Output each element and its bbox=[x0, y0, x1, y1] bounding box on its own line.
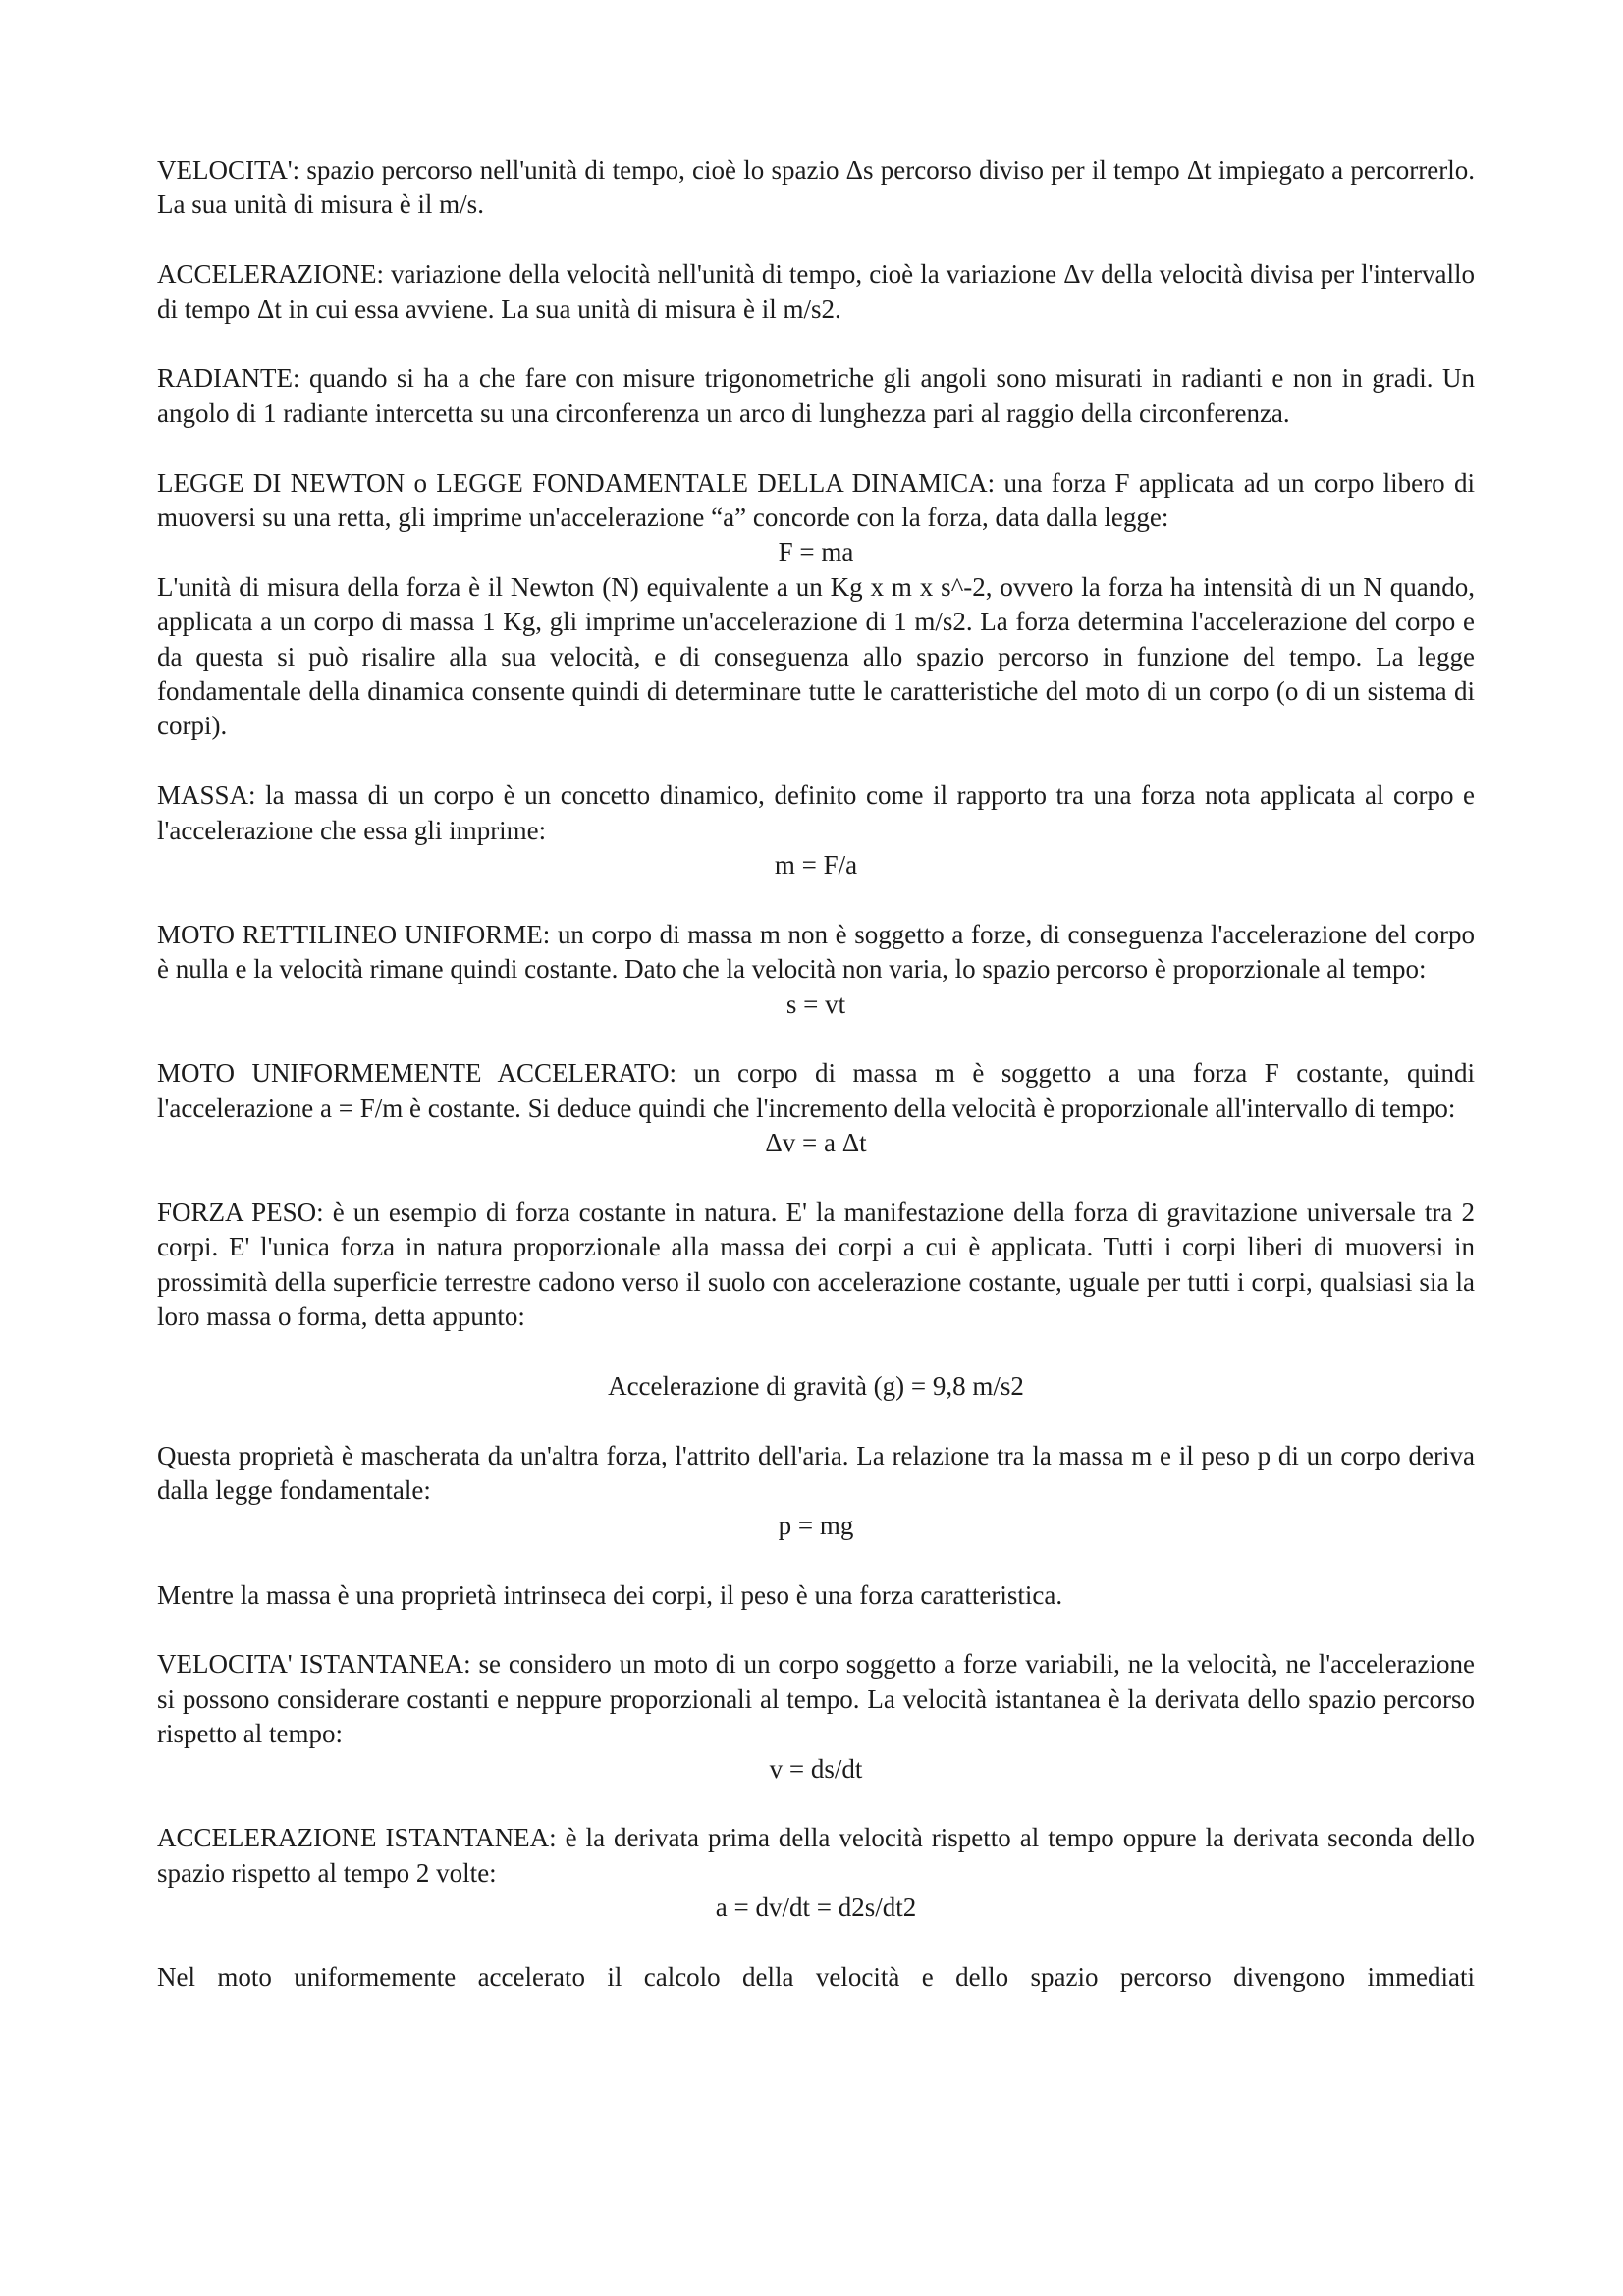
document-page bbox=[157, 153, 1475, 1995]
paragraph-moto-uniformemente-accelerato: MOTO UNIFORMEMENTE ACCELERATO: un corpo di massa m è soggetto a una forza F costante, quindi l'accelerazione a = F/m è costante. Si deduce quindi che l'incremento della velocità è proporzionale all'intervallo di tempo: bbox=[157, 1058, 1475, 1123]
paragraph-accelerazione-istantanea: ACCELERAZIONE ISTANTANEA: è la derivata prima della velocità rispetto al tempo oppure la derivata seconda dello spazio rispetto al tempo 2 volte: bbox=[157, 1823, 1475, 1888]
formula-p-mg: p = mg bbox=[778, 1510, 854, 1540]
formula-a-dv-dt: a = dv/dt = d2s/dt2 bbox=[715, 1893, 917, 1923]
paragraph-velocita: VELOCITA': spazio percorso nell'unità di tempo, cioè lo spazio Δs percorso diviso per il tempo Δt impiegato a percorrerlo. La sua unità di misura è il m/s. bbox=[157, 155, 1475, 220]
formula-f-ma: F = ma bbox=[778, 537, 854, 567]
paragraph-massa: MASSA: la massa di un corpo è un concetto dinamico, definito come il rapporto tra una forza nota applicata al corpo e l'accelerazione che essa gli imprime: bbox=[157, 780, 1475, 845]
paragraph-velocita-istantanea: VELOCITA' ISTANTANEA: se considero un moto di un corpo soggetto a forze variabili, ne la velocità, ne l'accelerazione si possono considerare costanti e neppure proporzionali al tempo. La velocità istantanea è la derivata dello spazio percorso rispetto al tempo: bbox=[157, 1649, 1475, 1749]
paragraph-moto-rettilineo-uniforme: MOTO RETTILINEO UNIFORME: un corpo di massa m non è soggetto a forze, di conseguenza l'accelerazione del corpo è nulla e la velocità rimane quindi costante. Dato che la velocità non varia, lo spazio percorso è proporzionale al tempo: bbox=[157, 919, 1475, 985]
paragraph-final: Nel moto uniformemente accelerato il calcolo della velocità e dello spazio percorso divengono immediati bbox=[157, 1961, 1475, 1992]
formula-s-vt: s = vt bbox=[785, 988, 846, 1019]
formula-v-ds-dt: v = ds/dt bbox=[769, 1753, 863, 1784]
paragraph-radiante: RADIANTE: quando si ha a che fare con misure trigonometriche gli angoli sono misurati in radianti e non in gradi. Un angolo di 1 radiante intercetta su una circonferenza un arco di lunghezza pari al raggio della circonferenza. bbox=[157, 363, 1475, 428]
paragraph-newton-unit: L'unità di misura della forza è il Newton (N) equivalente a un Kg x m x s^-2, ovvero la forza ha intensità di un N quando, applicata a un corpo di massa 1 Kg, gli imprime un'accelerazione di 1 m/s2. La forza determina l'accelerazione del corpo e da questa si può risalire alla sua velocità, e di conseguenza allo spazio percorso in funzione del tempo. La legge fondamentale della dinamica consente quindi di determinare tutte le caratteristiche del moto di un corpo (o di un sistema di corpi). bbox=[157, 571, 1475, 741]
formula-gravita: Accelerazione di gravità (g) = 9,8 m/s2 bbox=[608, 1371, 1024, 1402]
paragraph-attrito: Questa proprietà è mascherata da un'altra forza, l'attrito dell'aria. La relazione tra la massa m e il peso p di un corpo deriva dalla legge fondamentale: bbox=[157, 1440, 1475, 1506]
paragraph-forza-peso: FORZA PESO: è un esempio di forza costante in natura. E' la manifestazione della forza di gravitazione universale tra 2 corpi. E' l'unica forza in natura proporzionale alla massa dei corpi a cui è applicata. Tutti i corpi liberi di muoversi in prossimità della superficie terrestre cadono verso il suolo con accelerazione costante, uguale per tutti i corpi, qualsiasi sia la loro massa o forma, detta appunto: bbox=[157, 1198, 1475, 1332]
formula-m-f-a: m = F/a bbox=[774, 850, 858, 881]
paragraph-accelerazione: ACCELERAZIONE: variazione della velocità nell'unità di tempo, cioè la variazione Δv della velocità divisa per l'intervallo di tempo Δt in cui essa avviene. La sua unità di misura è il m/s2. bbox=[157, 259, 1475, 324]
paragraph-legge-newton: LEGGE DI NEWTON o LEGGE FONDAMENTALE DELLA DINAMICA: una forza F applicata ad un corpo libero di muoversi su una retta, gli imprime un'accelerazione “a” concorde con la forza, data dalla legge: bbox=[157, 467, 1475, 533]
formula-delta-v: Δv = a Δt bbox=[765, 1128, 867, 1158]
paragraph-massa-peso: Mentre la massa è una proprietà intrinseca dei corpi, il peso è una forza caratteristica. bbox=[157, 1579, 1063, 1610]
